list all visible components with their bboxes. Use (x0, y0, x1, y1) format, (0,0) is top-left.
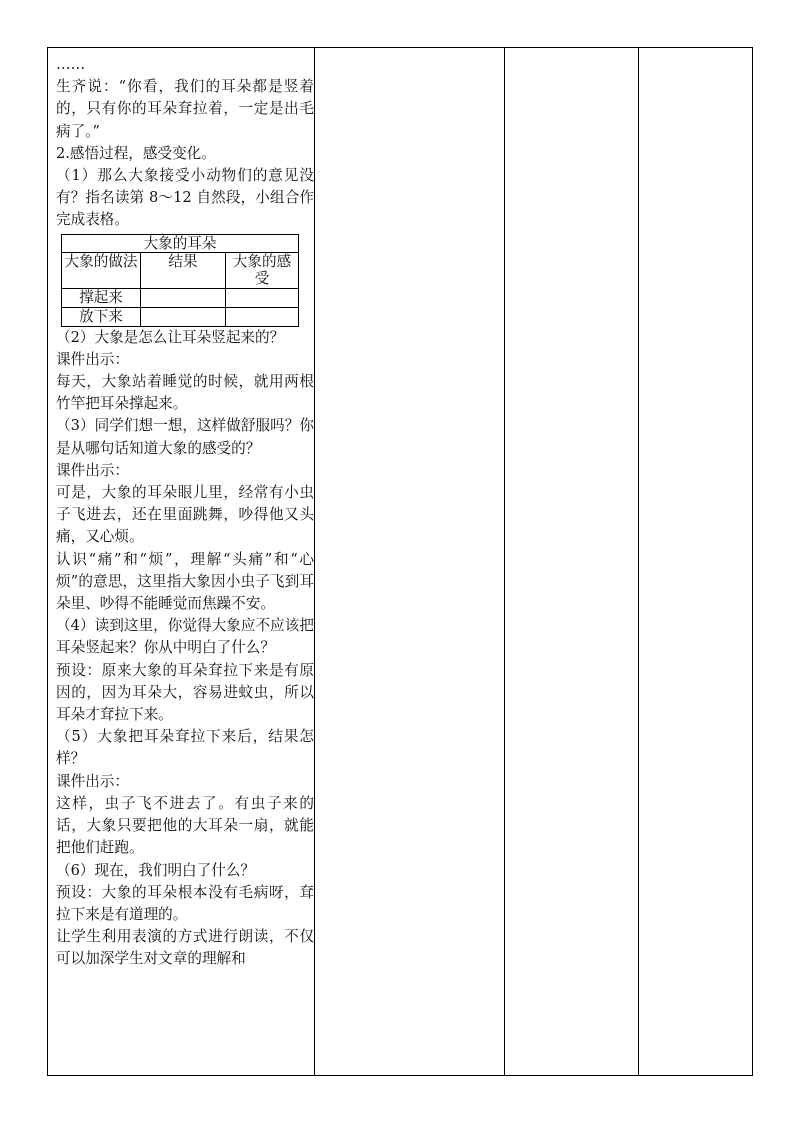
slide-text: 每天，大象站着睡觉的时候，就用两根竹竿把耳朵撑起来。 (56, 373, 314, 413)
question-5: （5）大象把耳朵耷拉下来后，结果怎样？ (56, 728, 314, 768)
column-divider (638, 48, 639, 1075)
column-divider (314, 48, 315, 1075)
table-cell: 撑起来 (62, 288, 141, 307)
question-3: （3）同学们想一想，这样做舒服吗？你是从哪句话知道大象的感受的？ (56, 417, 314, 457)
table-cell (226, 288, 299, 307)
table-header: 大象的做法 (62, 252, 141, 288)
slide-label: 课件出示： (56, 772, 129, 790)
column-divider (504, 48, 505, 1075)
paragraph: 生齐说：“你看，我们的耳朵都是竖着的，只有你的耳朵耷拉着，一定是出毛病了。” (56, 78, 314, 140)
paragraph: 让学生利用表演的方式进行朗读，不仅可以加深学生对文章的理解和 (56, 928, 314, 968)
table-cell (226, 307, 299, 326)
table-cell: 放下来 (62, 307, 141, 326)
preset-answer: 预设：大象的耳朵根本没有毛病呀，耷拉下来是有道理的。 (56, 883, 314, 923)
teaching-content-column (56, 54, 314, 971)
table-cell (141, 288, 226, 307)
lesson-plan-table (47, 47, 753, 1076)
question-4: （4）读到这里，你觉得大象应不应该把耳朵竖起来？你从中明白了什么？ (56, 617, 314, 657)
question-2: （2）大象是怎么让耳朵竖起来的？ (56, 328, 285, 346)
slide-label: 课件出示： (56, 461, 129, 479)
preset-answer: 预设：原来大象的耳朵耷拉下来是有原因的，因为耳朵大，容易进蚊虫，所以耳朵才耷拉下来。 (56, 661, 314, 724)
slide-text: 这样，虫子飞不进去了。有虫子来的话，大象只要把他的大耳朵一扇，就能把他们赶跑。 (56, 794, 314, 857)
question-1: （1）那么大象接受小动物们的意见没有？指名读第 8～12 自然段，小组合作完成表格。 (56, 167, 314, 229)
paragraph: 认识“痛”和“烦”，理解“头痛”和“心烦”的意思，这里指大象因小虫子飞到耳朵里、吵得不能睡觉而焦躁不安。 (56, 550, 314, 613)
question-6: （6）现在，我们明白了什么？ (56, 861, 256, 879)
section-heading: 2.感悟过程，感受变化。 (56, 144, 216, 162)
slide-label: 课件出示： (56, 350, 129, 368)
table-cell (141, 307, 226, 326)
slide-text: 可是，大象的耳朵眼儿里，经常有小虫子飞进去，还在里面跳舞，吵得他又头痛，又心烦。 (56, 484, 314, 546)
ellipsis-line: …… (56, 56, 86, 73)
table-header: 结果 (141, 252, 226, 288)
elephant-ears-table (61, 234, 299, 327)
table-header: 大象的感受 (226, 252, 299, 288)
table-caption: 大象的耳朵 (62, 234, 299, 252)
